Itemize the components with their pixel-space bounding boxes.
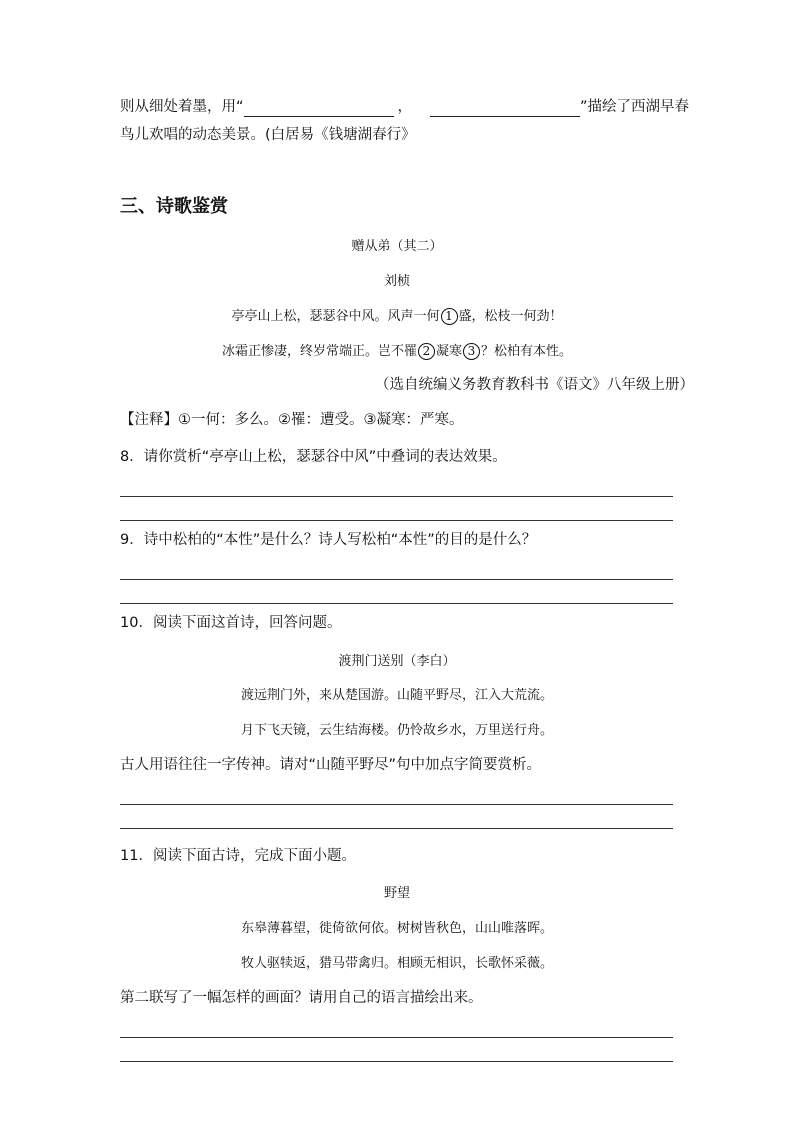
poem1-line2-a: 冰霜正惨凄，终岁常端正。岂不罹: [221, 344, 417, 359]
poem1-line1-b: 盛，松枝一何劲！: [458, 309, 563, 324]
intro-text-a: 则从细处着墨，用“: [120, 99, 244, 115]
note-mark-2: 2: [418, 343, 435, 360]
intro-line-1: [120, 97, 689, 117]
intro-sep: ，: [397, 99, 413, 115]
poem3-line-1: 东皋薄暮望，徙倚欲何依。树树皆秋色，山山唯落晖。: [240, 921, 553, 936]
poem3-title: 野望: [383, 886, 410, 901]
section-title: 三、诗歌鉴赏: [120, 196, 228, 217]
poem1-source: （选自统编义务教育教科书《语文》八年级上册）: [375, 377, 694, 393]
poem1-line2-b: 凝寒: [435, 344, 462, 359]
note-mark-1: 1: [441, 308, 458, 325]
poem1-author: 刘桢: [383, 274, 410, 289]
question-9: 9．诗中松柏的“本性”是什么？诗人写松柏“本性”的目的是什么？: [120, 532, 537, 548]
notes: 【注释】①一何：多么。②罹：遭受。③凝寒：严寒。: [120, 412, 464, 428]
poem1-title: 赠从弟（其二）: [351, 239, 443, 254]
poem2-line-2: 月下飞天镜，云生结海楼。仍怜故乡水，万里送行舟。: [240, 723, 553, 738]
answer-line[interactable]: [120, 496, 673, 497]
fill-blank-2[interactable]: [430, 102, 580, 117]
question-8: 8．请你赏析“亭亭山上松，瑟瑟谷中风”中叠词的表达效果。: [120, 449, 507, 465]
answer-line[interactable]: [120, 1061, 673, 1062]
answer-line[interactable]: [120, 603, 673, 604]
question-11-prompt: 第二联写了一幅怎样的画面？请用自己的语言描绘出来。: [120, 990, 483, 1006]
fill-blank-1[interactable]: [244, 102, 394, 117]
poem3-line-2: 牧人驱犊返，猎马带禽归。相顾无相识，长歌怀采薇。: [240, 956, 553, 971]
question-10: 10．阅读下面这首诗，回答问题。: [120, 615, 342, 631]
answer-line[interactable]: [120, 1037, 673, 1038]
poem1-line-1: [0, 305, 794, 325]
answer-line[interactable]: [120, 828, 673, 829]
answer-line[interactable]: [120, 579, 673, 580]
poem2-title: 渡荆门送别（李白）: [338, 654, 456, 669]
question-10-prompt: 古人用语往往一字传神。请对“山随平野尽”句中加点字简要赏析。: [120, 757, 542, 773]
question-11: 11．阅读下面古诗，完成下面小题。: [120, 848, 356, 864]
poem1-line2-c: ？松柏有本性。: [481, 344, 573, 359]
answer-line[interactable]: [120, 804, 673, 805]
poem1-line1-a: 亭亭山上松，瑟瑟谷中风。风声一何: [231, 309, 440, 324]
intro-line-2: 鸟儿欢唱的动态美景。(白居易《钱塘湖春行》: [120, 127, 416, 143]
note-mark-3: 3: [463, 343, 480, 360]
answer-line[interactable]: [120, 520, 673, 521]
poem1-line-2: [0, 340, 794, 360]
intro-text-b: ”描绘了西湖早春: [580, 99, 690, 115]
poem2-line-1: 渡远荆门外，来从楚国游。山随平野尽，江入大荒流。: [240, 688, 553, 703]
